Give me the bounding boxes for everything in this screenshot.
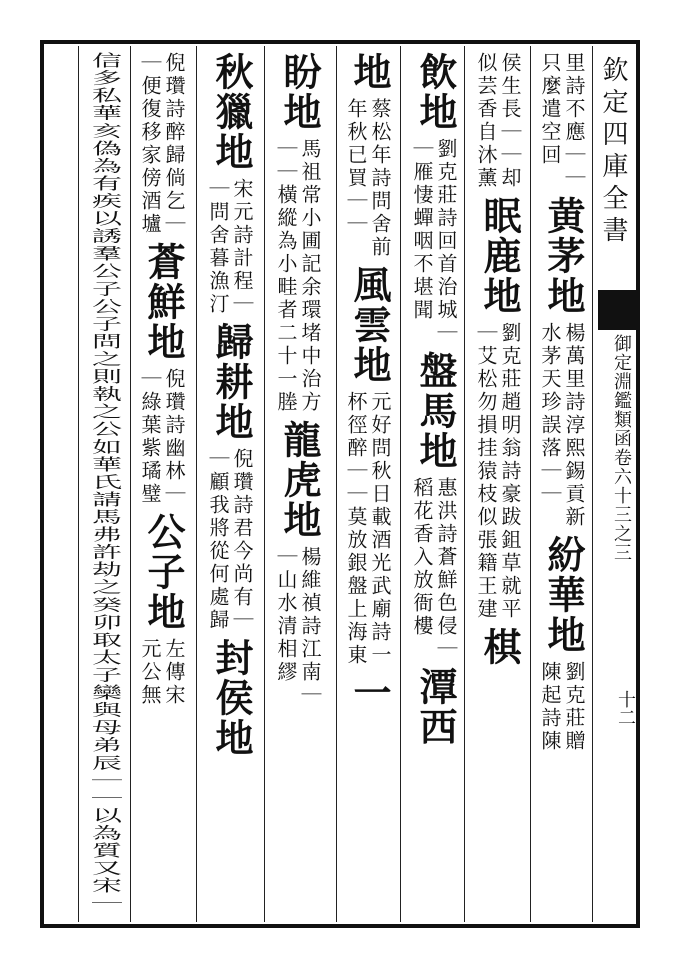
annotation-line-left: ｜山水清相繆 <box>274 546 298 684</box>
headword: 紛華地 <box>541 535 586 655</box>
headword: 封侯地 <box>209 638 254 758</box>
annotation-text <box>476 322 520 621</box>
annotation-line-left: 只麼遣空回 <box>538 52 562 167</box>
annotation-line-right: 楊維禎詩江南｜ <box>298 546 322 707</box>
annotation-line-left: ｜問舍暮漁汀 <box>206 178 230 316</box>
annotation-line-left: 元公無 <box>138 638 162 707</box>
column-rule <box>464 46 465 922</box>
annotation-line-right: 倪瓚詩君今尚有｜ <box>230 448 254 632</box>
column-rule <box>400 46 401 922</box>
column-rule <box>336 46 337 922</box>
headword: 風雲地 <box>347 265 392 385</box>
annotation-line-left: ｜艾松勿損挂猿枝似張籍王建 <box>474 322 498 621</box>
annotation-text <box>276 546 320 707</box>
annotation-line-left: 似芸香自沐薰 <box>474 52 498 190</box>
annotation-text <box>540 322 584 529</box>
annotation-line-right: 劉克莊趙明翁詩豪跋鉏草就平 <box>498 322 522 621</box>
annotation-line-left: ｜雁悽蟬咽不堪聞 <box>410 138 434 322</box>
headword: 蒼鮮地 <box>141 242 186 362</box>
annotation-line-right: 倪瓚詩幽林｜ <box>162 368 186 506</box>
annotation-line-right: 里詩不應｜｜ <box>562 52 586 190</box>
page-number: 十二 <box>615 690 636 726</box>
annotation-text <box>276 138 320 414</box>
annotation-line-right: 元好問秋日載酒光武廟詩一 <box>368 391 392 667</box>
annotation-line-right: 楊萬里詩淳熙錫貢新 <box>562 322 586 529</box>
annotation-line-left: ｜綠葉紫璚璧 <box>138 368 162 506</box>
annotation-text <box>140 52 184 236</box>
annotation-text <box>412 138 456 345</box>
headword: 秋獵地 <box>209 52 254 172</box>
headword: 歸耕地 <box>209 322 254 442</box>
annotation-text <box>208 448 252 632</box>
annotation-text <box>540 52 584 190</box>
annotation-line-left: ｜顧我將從何處歸 <box>206 448 230 632</box>
column-rule <box>130 46 131 922</box>
annotation-line-right: 惠洪詩蒼鮮色侵｜ <box>434 477 458 661</box>
headword: 公子地 <box>141 512 186 632</box>
annotation-line-right: 左傳宋 <box>162 638 186 707</box>
annotation-text <box>346 98 390 259</box>
headword: 潭西 <box>413 667 458 747</box>
column-rule <box>592 46 593 922</box>
column-rule <box>530 46 531 922</box>
annotation-line-right: 倪瓚詩醉歸倘乞｜ <box>162 52 186 236</box>
headword: 一 <box>347 673 392 713</box>
section-title: 御定淵鑑類函卷六十三之三 <box>611 334 632 562</box>
annotation-line-right: 侯生長｜｜却 <box>498 52 522 190</box>
annotation-text <box>476 52 520 190</box>
headword: 棋 <box>477 627 522 667</box>
fishtail-mark <box>598 290 640 330</box>
headword: 地 <box>347 52 392 92</box>
annotation-text <box>140 368 184 506</box>
annotation-line-left: 陳起詩陳 <box>538 661 562 753</box>
annotation-line-right: 劉克莊詩回首治城｜ <box>434 138 458 345</box>
column-rule <box>78 46 79 922</box>
annotation-line-left: 年秋已買｜｜ <box>344 98 368 236</box>
annotation-text <box>208 178 252 316</box>
column-rule <box>196 46 197 922</box>
annotation-line-right: 劉克莊贈 <box>562 661 586 753</box>
headword: 眠鹿地 <box>477 196 522 316</box>
annotation-line-left: ｜｜橫縱為小畦者二十一塍 <box>274 138 298 414</box>
annotation-line-left: ｜便復移家傍酒壚 <box>138 52 162 236</box>
annotation-text <box>412 477 456 661</box>
annotation-text <box>540 661 584 753</box>
book-title: 欽定四庫全書 <box>598 56 628 248</box>
annotation-line-right: 宋元詩計程｜ <box>230 178 254 316</box>
annotation-line-right: 馬祖常小圃記余環堵中治方 <box>298 138 322 414</box>
annotation-line-left: 杯徑醉｜｜莫放銀盤上海東 <box>344 391 368 667</box>
headword: 飲地 <box>413 52 458 132</box>
headword: 黄茅地 <box>541 196 586 316</box>
annotation-line-left: 稻花香入放衙樓 <box>410 477 434 638</box>
headword: 盤馬地 <box>413 351 458 471</box>
headword: 盼地 <box>277 52 322 132</box>
annotation-text: 信多私華亥偽為有疾以誘羣公子公子問之則執之公如華氏請馬弗許劫之癸卯取太子欒與母弟辰｜｜以為質又宋｜ <box>86 52 121 913</box>
headword: 龍虎地 <box>277 420 322 540</box>
annotation-text <box>140 638 184 707</box>
annotation-line-left: 水茅天珍誤落｜｜ <box>538 322 562 506</box>
column-rule <box>264 46 265 922</box>
annotation-line-right: 蔡松年詩問舍前 <box>368 98 392 259</box>
annotation-text <box>346 391 390 667</box>
